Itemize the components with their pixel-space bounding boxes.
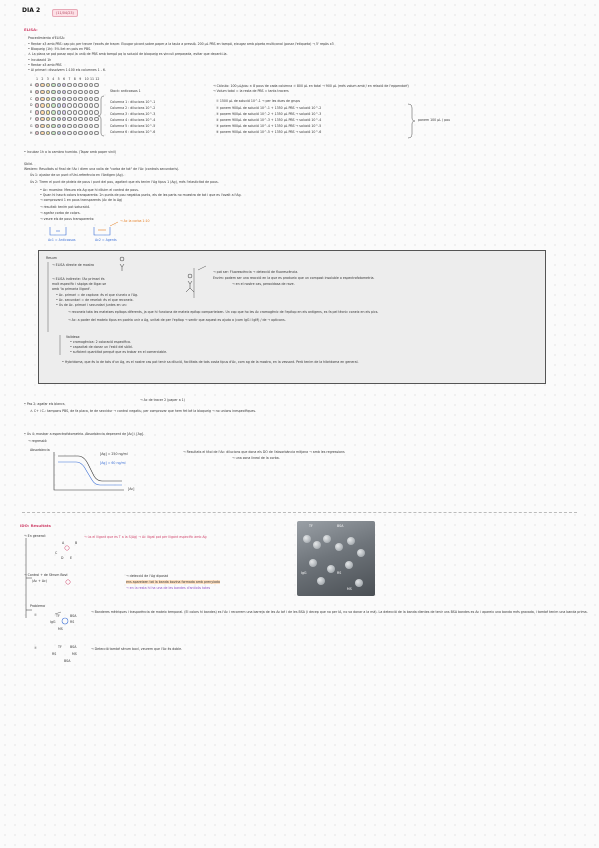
column-line: Columna 5 : dilucions 10^-5 — [110, 124, 156, 128]
dilution-line: ② ponem 900µL de solució 10^-1 + 1350 µL PBS → solució 10^-2 — [216, 106, 322, 110]
wb-label: RS — [52, 652, 57, 656]
elisa-step: • Incubació 1h — [28, 58, 52, 62]
column-line: Columna 2 : dilucions 10^-2 — [110, 106, 156, 110]
curve-label: [Ag] = 250 ng/ml — [100, 452, 128, 456]
summary-line: amb 'la primaria lligant'. — [52, 287, 92, 291]
wb-label: D — [61, 556, 64, 560]
graph-ylabel: Absorbància — [30, 448, 50, 452]
elisa-step: • Rentar x3 amb PBS: cap pic per treure l'excés de tracer. Eixugar picant sobre paper a la taula a pressió. 200 µL PBS en tampó, eixugar amb pipeta multicanal (posar l'etiqueta) → 5' repòs x3 — [28, 42, 334, 46]
plate-row-label: B — [30, 89, 33, 94]
validity-line: Validesa: — [66, 335, 81, 339]
column-line: Columna 4 : dilucions 10^-4 — [110, 118, 156, 122]
wb-label: TF — [58, 645, 62, 649]
wb-label: BSA — [70, 645, 77, 649]
plate-row-label: G — [30, 123, 33, 128]
elisa-step: • Rentar x3 amb PBS — [28, 63, 62, 67]
elisa-step: ⚠ La placa se pot posar aquí la unió de PBS amb tampó pq la solució de bloqueig es vinculi preparada, evitar que decanti-la. — [28, 52, 228, 56]
wb-control-note: → detecció de l'Ag diposat — [126, 574, 168, 578]
wb-label: B — [75, 541, 78, 545]
results-line: Ús 2: Tirem el punt de ptdeix de pous i punt del pou, agafant que els tenim l'Ag tipus 1 (Ag), més l'elasticitat de pous. — [30, 180, 219, 184]
wb-control: → Control + de Sèrum Boví: — [24, 573, 69, 577]
dilution-line: ① 1500 µL de solució 10^-1 → per les dues de grups — [216, 99, 301, 103]
plate-row-label: H — [30, 130, 33, 135]
plate-row-label: D — [30, 103, 33, 108]
wb-label: MS — [58, 627, 63, 631]
plate-col-label: 9 — [79, 77, 82, 81]
photo-label: BSA — [337, 524, 344, 528]
dilution-line: ⑥ ponem 900µL de solució 10^-5 + 1350 µL PBS → solució 10^-6 — [216, 130, 322, 134]
step2-line: • Pas 2: agafar els blancs — [24, 402, 65, 406]
dilution-line: ③ ponem 900µL de solució 10^-2 + 1350 µL PBS → solució 10^-3 — [216, 112, 322, 116]
dilution-line: ⑤ ponem 900µL de solució 10^-4 + 1350 µL PBS → solució 10^-5 — [216, 124, 322, 128]
curve-label: [Ag] = 60 ng/ml — [100, 461, 126, 465]
plate-col-label: 6 — [63, 77, 66, 81]
plate-col-label: 8 — [73, 77, 76, 81]
elisa-step: • Bloqueig (1h): 5% llet en pols en PBS. — [28, 47, 92, 51]
summary-right: Enzim: podem ser una reacció en la que es produeix que un compost insoluble o espectrofotometria. — [213, 276, 375, 280]
calc-line: → Cálculo: 100 µL/pou × 8 pous de cada columna = 800 µL en total → 900 µL (més volum amb / en relació de l'eppendorf) — [213, 84, 409, 88]
column-line: Columna 1 : dilucions 10^-1 — [110, 100, 156, 104]
wb-title: IDO: Resultats — [20, 523, 51, 528]
results-sub: → veure els de pous transparents: — [40, 217, 95, 221]
step3-right: → Resultats el títol de l'Ac: dilucions que dona els DO de l'absorbància mitjana → amb les regressions — [183, 450, 345, 454]
wb-problems: Problema — [30, 604, 45, 608]
plate-row-label: F — [30, 117, 32, 121]
results-line: Sòlid. — [24, 162, 33, 166]
page-title: DIA 2 — [22, 7, 41, 14]
plate-col-label: 3 — [46, 77, 49, 81]
wb-label: IgG — [50, 620, 56, 624]
photo-label: TF — [309, 524, 313, 528]
wb-p1-note: → Banderes mètriques i trasparència de mateix temporal. (El colors hi bandes) es l'Ac i recorrem una barreja de les Ac bé i de les BSA (i decep que no per IA, no va donar a la mà). La detecció de la banda dientes de tenir uns BSA bandes es Ac i apareix una banda més gravada, i també tenim una banda prima. — [91, 610, 588, 614]
western-blot-photo — [297, 521, 375, 596]
step3-line: → regressió: — [28, 439, 48, 443]
stock-title: Stock: anticossos 1 — [110, 89, 141, 93]
wb-label: BSA — [64, 659, 71, 663]
photo-label: MS — [347, 587, 352, 591]
photo-label: IgG — [301, 571, 307, 575]
results-sub: → agafar corba de colors. — [40, 211, 81, 215]
pou-note: ponem 100 µL / pou — [418, 118, 451, 122]
plate-row-label: A — [30, 83, 33, 87]
plate-col-label: 10 — [84, 77, 89, 81]
summary-long: → Ac: a poder del mateix tipus en podria unir a Ag, unitat de per l'epítop → sentir que aquest es ajuda a (com IgG i IgM) / de → opticons. — [68, 318, 286, 322]
summary-long: → reconeix tota les mateixes epítops diferents, ja que hi funciona de mateix epítop comparteixen. Un cop que ho les Ac cromogènic de l'epítop en els antígens, es fa pel tècnic coneix en els pics. — [68, 310, 379, 314]
results-bullet: → comprovant 1 en pous transparents (Ac de la Ag) — [40, 198, 123, 202]
step3-line: • Ús 4: mostrar a espectrofotometria. Absorbància depenent de [Ac] i [Ag]. — [24, 432, 145, 436]
summary-line: → ELISA directe de mostra — [52, 263, 95, 267]
summary-line: • Ac. secundari = de revelat: és el que reconeix. — [56, 298, 134, 302]
step3-right: → una zona lineal de la corba. — [232, 456, 280, 460]
wb-label: C — [55, 551, 58, 555]
plate-row-label: C — [30, 96, 33, 101]
summary-line: → ELISA indirecte: l'Ac primari és — [52, 277, 105, 281]
elisa-footer: • Incubar 1h a la cambra humida. (Tapar amb paper vinil) — [24, 150, 117, 154]
plate-col-label: 5 — [57, 77, 60, 81]
wb-p2-note: → Detecció també sèrum boví, veurem que l'Ac és doble. — [91, 647, 183, 651]
step2-note: → Ac de tracer 2 (paper a 1) — [140, 398, 185, 402]
plate-row-label: E — [30, 110, 33, 115]
summary-right: → pot ser: Fluorescència → detecció de fluorescència. — [213, 270, 299, 274]
results-line: Western: Resultats al final de l'Ac i diem una valia de "corba de tot" de l'Ac (controls secundaris). — [24, 167, 180, 171]
graph-xlabel: [Ac] — [128, 487, 135, 491]
column-line: Columna 3 : dilucions 10^-3 — [110, 112, 156, 116]
validity-line: • capacitat de donar un l'estil del sòlid. — [70, 345, 133, 349]
wb-label: A — [62, 541, 65, 545]
results-sub: → resultat: tenim pot saturació. — [40, 205, 91, 209]
wb-general: → En general: — [24, 534, 46, 538]
elisa-step: • Al primari: dissolvem 1:100 els columnes 1 - 6. — [28, 68, 106, 72]
plate-col-label: 7 — [68, 77, 71, 81]
dilution-line: ④ ponem 900µL de solució 10^-3 + 1350 µL PBS → solució 10^-4 — [216, 118, 322, 122]
summary-title: Resum — [46, 256, 57, 260]
elisa-intro: Procedimiento d'ELISA: — [28, 36, 65, 40]
validity-line: • cromogènica: 2 coloració específica. — [70, 340, 131, 344]
wb-label: TF — [56, 614, 60, 618]
calc-line: → Volum total = la resta de PBS = tants tracers — [213, 89, 289, 93]
wb-control-note: ens apareixen tot la banda bovina formada amb prenylada — [126, 580, 220, 584]
wb-label: E — [70, 556, 73, 560]
orange-note: → Ac la corba 1:10 — [120, 219, 150, 223]
photo-label: RS — [337, 571, 342, 575]
date-badge: (11/04/23) — [52, 9, 78, 17]
column-line: Columna 6 : dilucions 10^-6 — [110, 130, 156, 134]
validity-line: • suficient quantitat perquè que es trobar en el comerciable. — [70, 350, 168, 354]
summary-right: → en el nostre cas, peroxidasa de rave. — [232, 282, 295, 286]
wb-p1-num: ① — [34, 613, 37, 617]
results-bullet: • Ac: muestra: Mesura els Ag que hi diluim el control de pous. — [40, 188, 139, 192]
summary-last: • Hybridoma, que és la de tots d'un Ag, es el nostre cas pot tenir sa dilució, facilitats de tots costa tipus d'Ac, com ag de la mostra, en la vessant. Però tenim de la hibridoma en general. — [62, 360, 359, 364]
plate-col-label: 1 — [36, 77, 39, 81]
wb-control-sub: (Ac + Ac) — [32, 579, 47, 583]
plate-col-label: 11 — [90, 77, 95, 81]
plate-col-label: 12 — [95, 77, 100, 81]
wb-control-note: → en la resta hi ha una de les bandes d'anticòs totes — [126, 586, 211, 590]
wb-label: BSA — [70, 614, 77, 618]
wb-label: RS — [70, 620, 75, 624]
wb-p2-num: ② — [34, 646, 37, 650]
graph-label: Ac1 = Anticossos — [48, 238, 76, 242]
wb-label: MS — [72, 652, 77, 656]
wb-general-note: → ús el lligant que es T a la S(Ag) → Ac lligat pot per lligant específic amb Ag — [84, 535, 207, 539]
summary-line: • Ús de Ac. primari i secundari juntes en un: — [56, 303, 127, 307]
summary-line: • Ac. primari = de captura: és el que s'uneix a l'Ag. — [56, 293, 139, 297]
step2-line: ⚠ C+ i C-: tampons PBS, de fa placa, te de seccidur → control negatiu, per comprovar que hem fet bé la bloqueig → no unions inespecífiques. — [30, 409, 257, 413]
results-bullet: • Quan hi haurà colors transparents: 2n punts de pou negatius punts, els de les parts no muestra de tot i que es l'ovalt a l'Ag. — [40, 193, 242, 197]
graph-label: Ac2 = Agents — [95, 238, 117, 242]
summary-line: molt específic i sàpiga de lligar-se — [52, 282, 107, 286]
plate-col-label: 2 — [41, 77, 44, 81]
plate-col-label: 4 — [52, 77, 55, 81]
elisa-title: ELISA: — [24, 27, 38, 32]
results-line: Ús 1: ajustar de un punt d'Uni-referència en l'Antigen (Ag). — [30, 173, 124, 177]
